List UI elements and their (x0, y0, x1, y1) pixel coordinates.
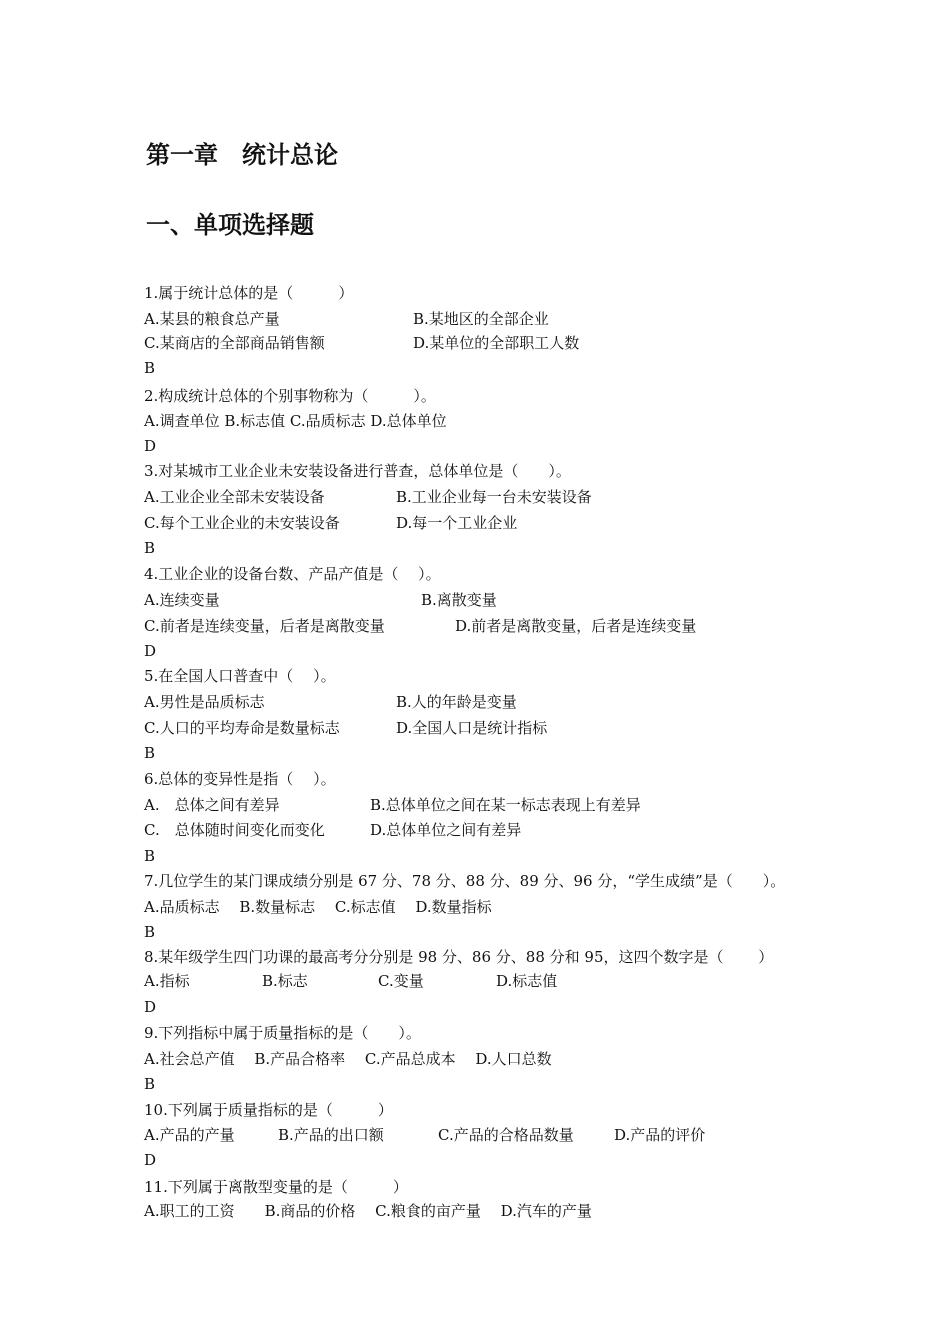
question-6-option-d: D.总体单位之间有差异 (370, 821, 522, 839)
question-7-answer: B (144, 923, 156, 941)
question-1-stem: 1.属于统计总体的是（ ） (144, 284, 354, 302)
question-5-option-a: A.男性是品质标志 (144, 693, 265, 711)
question-8-stem: 8.某年级学生四门功课的最高考分分别是 98 分、86 分、88 分和 95，这四个数字是（ ） (144, 948, 774, 966)
question-6-stem: 6.总体的变异性是指（ ）。 (144, 770, 336, 788)
question-10-answer: D (144, 1151, 157, 1169)
question-1-answer: B (144, 359, 156, 377)
question-4-answer: D (144, 642, 157, 660)
question-5-stem: 5.在全国人口普查中（ ）。 (144, 667, 336, 685)
question-1-option-b: B.某地区的全部企业 (413, 310, 549, 328)
question-3-stem: 3.对某城市工业企业未安装设备进行普查，总体单位是（ ）。 (144, 462, 571, 480)
question-5-answer: B (144, 744, 156, 762)
question-6-option-b: B.总体单位之间在某一标志表现上有差异 (370, 796, 641, 814)
section-title: 一、单项选择题 (146, 211, 314, 239)
question-8-option-b: B.标志 (262, 972, 308, 990)
question-7-stem: 7.几位学生的某门课成绩分别是 67 分、78 分、88 分、89 分、96 分，“学生成绩”是（ ）。 (144, 872, 786, 890)
question-6-option-c: C. 总体随时间变化而变化 (144, 821, 325, 839)
question-2-stem: 2.构成统计总体的个别事物称为（ ）。 (144, 387, 436, 405)
question-4-option-d: D.前者是离散变量，后者是连续变量 (455, 617, 697, 635)
question-10-stem: 10.下列属于质量指标的是（ ） (144, 1101, 393, 1119)
question-5-option-c: C.人口的平均寿命是数量标志 (144, 719, 340, 737)
question-2-answer: D (144, 437, 157, 455)
question-5-option-b: B.人的年龄是变量 (396, 693, 517, 711)
question-8-answer: D (144, 998, 157, 1016)
question-11-stem: 11.下列属于离散型变量的是（ ） (144, 1178, 408, 1196)
question-3-answer: B (144, 539, 156, 557)
question-4-option-c: C.前者是连续变量，后者是离散变量 (144, 617, 385, 635)
question-8-option-a: A.指标 (144, 972, 190, 990)
question-9-stem: 9.下列指标中属于质量指标的是（ ）。 (144, 1024, 421, 1042)
question-7-options: A.品质标志 B.数量标志 C.标志值 D.数量指标 (144, 898, 492, 916)
question-3-option-a: A.工业企业全部未安装设备 (144, 488, 325, 506)
question-11-options: A.职工的工资 B.商品的价格 C.粮食的亩产量 D.汽车的产量 (144, 1202, 592, 1220)
question-5-option-d: D.全国人口是统计指标 (396, 719, 548, 737)
question-6-answer: B (144, 847, 156, 865)
question-3-option-d: D.每一个工业企业 (396, 514, 518, 532)
question-1-option-c: C.某商店的全部商品销售额 (144, 334, 325, 352)
question-3-option-b: B.工业企业每一台未安装设备 (396, 488, 592, 506)
question-4-option-b: B.离散变量 (421, 591, 497, 609)
question-9-answer: B (144, 1075, 156, 1093)
question-9-options: A.社会总产值 B.产品合格率 C.产品总成本 D.人口总数 (144, 1050, 552, 1068)
question-8-option-d: D.标志值 (496, 972, 558, 990)
question-6-option-a: A. 总体之间有差异 (144, 796, 280, 814)
question-10-option-a: A.产品的产量 (144, 1126, 235, 1144)
question-4-option-a: A.连续变量 (144, 591, 220, 609)
question-2-options: A.调查单位 B.标志值 C.品质标志 D.总体单位 (144, 412, 447, 430)
question-1-option-d: D.某单位的全部职工人数 (413, 334, 580, 352)
question-8-option-c: C.变量 (378, 972, 424, 990)
question-10-option-d: D.产品的评价 (614, 1126, 706, 1144)
chapter-title: 第一章 统计总论 (146, 141, 338, 169)
question-4-stem: 4.工业企业的设备台数、产品产值是（ ）。 (144, 565, 441, 583)
question-3-option-c: C.每个工业企业的未安装设备 (144, 514, 340, 532)
question-1-option-a: A.某县的粮食总产量 (144, 310, 280, 328)
question-10-option-b: B.产品的出口额 (278, 1126, 384, 1144)
question-10-option-c: C.产品的合格品数量 (438, 1126, 574, 1144)
